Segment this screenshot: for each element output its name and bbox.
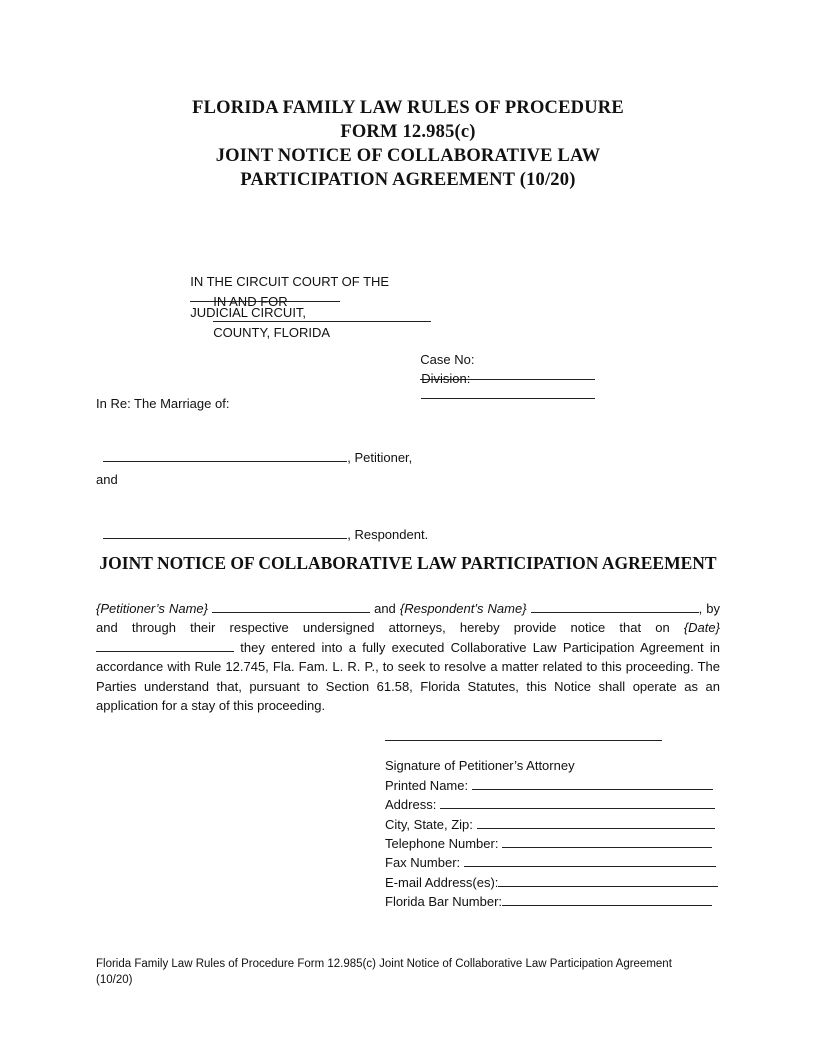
telephone-label: Telephone Number:: [385, 836, 499, 851]
notice-line-2: [96, 618, 720, 637]
email-field[interactable]: [498, 874, 718, 887]
notice-line-3-text: they entered into a fully executed Collaborative Law Participation Agreement in: [240, 639, 720, 655]
address-label: Address:: [385, 797, 437, 812]
title-line-1: FLORIDA FAMILY LAW RULES OF PROCEDURE: [192, 98, 624, 118]
fax-label: Fax Number:: [385, 855, 461, 870]
signature-line[interactable]: [385, 740, 662, 741]
respondent-name-placeholder: {Respondent’s Name}: [399, 601, 527, 616]
by-word: , by: [698, 601, 720, 616]
title-line-4: PARTICIPATION AGREEMENT (10/20): [240, 170, 576, 190]
county-field[interactable]: [213, 309, 431, 322]
and-label: and: [96, 472, 118, 487]
signature-label: Signature of Petitioner’s Attorney: [385, 758, 575, 773]
city-state-zip-label: City, State, Zip:: [385, 817, 473, 832]
notice-paragraph: [96, 599, 720, 715]
address-field[interactable]: [440, 796, 715, 809]
notice-heading: JOINT NOTICE OF COLLABORATIVE LAW PARTICIPATION AGREEMENT: [99, 553, 717, 573]
division-field[interactable]: [421, 386, 595, 399]
court-line-1-suffix: JUDICIAL CIRCUIT,: [190, 305, 307, 320]
footer-line-1: Florida Family Law Rules of Procedure Form 12.985(c) Joint Notice of Collaborative Law Participation Agreement: [96, 958, 672, 970]
email-row: [385, 874, 718, 890]
email-label: E-mail Address(es):: [385, 875, 499, 890]
page-footer: [96, 956, 720, 988]
court-line-1-prefix: IN THE CIRCUIT COURT OF THE: [190, 274, 390, 289]
city-state-zip-field[interactable]: [477, 816, 715, 829]
in-re-label: In Re: The Marriage of:: [96, 396, 230, 411]
florida-bar-number-field[interactable]: [502, 893, 712, 906]
printed-name-field[interactable]: [472, 777, 713, 790]
notice-date-field[interactable]: [96, 639, 234, 652]
court-line-2-suffix: COUNTY, FLORIDA: [213, 325, 331, 340]
notice-line-1: [96, 599, 720, 618]
notice-respondent-name-field[interactable]: [531, 600, 699, 613]
telephone-field[interactable]: [502, 835, 712, 848]
court-line-2-prefix: IN AND FOR: [213, 294, 288, 309]
footer-line-2: (10/20): [96, 974, 133, 986]
notice-line-3: [96, 638, 720, 657]
division-label: Division:: [421, 371, 471, 386]
petitioner-name-placeholder: {Petitioner’s Name}: [96, 601, 208, 616]
printed-name-label: Printed Name:: [385, 778, 469, 793]
city-state-zip-row: [385, 816, 715, 832]
petitioner-suffix: , Petitioner,: [347, 450, 413, 465]
title-line-3: JOINT NOTICE OF COLLABORATIVE LAW: [215, 146, 601, 166]
printed-name-row: [385, 777, 713, 793]
and-word: and: [374, 601, 396, 616]
fax-field[interactable]: [464, 854, 716, 867]
respondent-name-field[interactable]: [103, 526, 347, 539]
notice-line-5: Parties understand that, pursuant to Section 61.58, Florida Statutes, this Notice shall operate as an: [96, 678, 720, 694]
respondent-row: [96, 511, 428, 542]
fax-row: [385, 854, 716, 870]
notice-line-2-text: and through their respective undersigned attorneys, hereby provide notice that on: [96, 620, 670, 636]
notice-line-6: application for a stay of this proceeding.: [96, 697, 326, 713]
court-line-2: [206, 279, 431, 340]
florida-bar-number-row: [385, 893, 712, 909]
telephone-row: [385, 835, 712, 851]
division-row: [414, 356, 595, 402]
petitioner-name-field[interactable]: [103, 449, 347, 462]
address-row: [385, 796, 715, 812]
florida-bar-number-label: Florida Bar Number:: [385, 894, 503, 909]
notice-petitioner-name-field[interactable]: [212, 600, 370, 613]
respondent-suffix: , Respondent.: [347, 527, 429, 542]
title-line-2: FORM 12.985(c): [340, 122, 476, 142]
case-number-label: Case No:: [420, 352, 475, 367]
petitioner-row: [96, 434, 412, 465]
date-placeholder: {Date}: [683, 620, 720, 636]
notice-line-4: accordance with Rule 12.745, Fla. Fam. L. R. P., to seek to resolve a matter related to this proceeding. The: [96, 659, 720, 675]
